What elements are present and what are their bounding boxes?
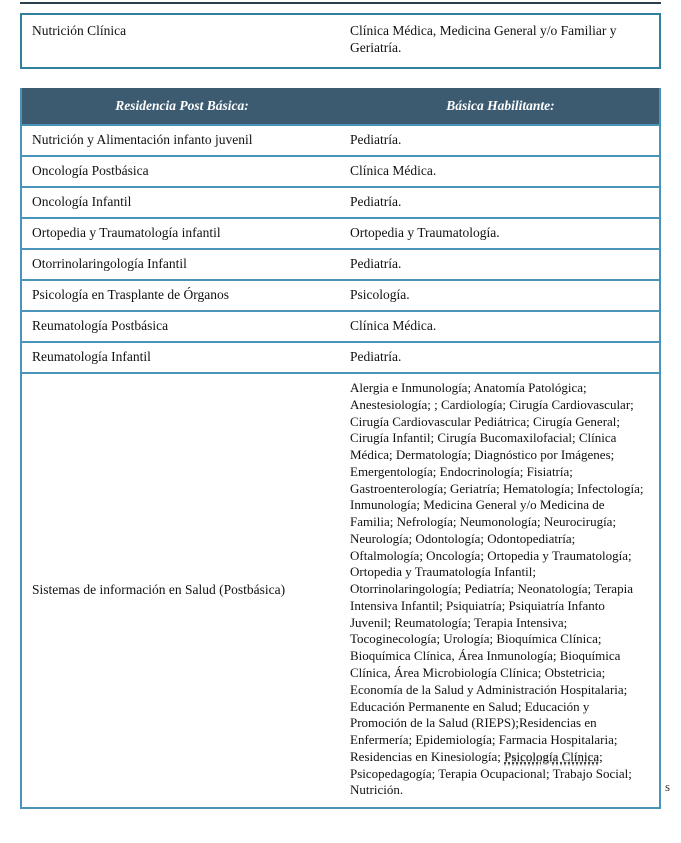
stray-glyph-artifact: s <box>665 779 671 794</box>
habilitante-cell: Pediatría. <box>350 194 402 210</box>
habilitante-cell: Pediatría. <box>350 256 402 272</box>
habilitante-cell: Psicología. <box>350 287 410 303</box>
residencia-cell: Oncología Postbásica <box>32 163 149 179</box>
table-row <box>22 279 659 310</box>
specialties-list-part1: Alergia e Inmunología; Anatomía Patológica; Anestesiología; ; Cardiología; Cirugía Cardiovascular; Cirugía Cardiovascular Pediátrica; Cirugía General; Cirugía Infantil; Cirugía Bucomaxilofacial; Clínica Médica; Dermatología; Diagnóstico por Imágenes; Emergentología; Endocrinología; Fisiatría; Gastroenterología; Geriatría; Hematología; Infectología; Inmunología; Medicina General y/o Medicina de Familia; Nefrología; Neumonología; Neurocirugía; Neurología; Odontología; Odontopediatría; Oftalmología; Oncología; Ortopedia y Traumatología; Ortopedia y Traumatología Infantil; Otorrinolaringología; Pediatría; Neonatología; Terapia Intensiva Infantil; Psiquiatría; Psiquiatría Infanto Juvenil; Reumatología; Terapia Intensiva; Tocoginecología; Urología; Bioquímica Clínica; Bioquímica Clínica, Área Inmunología; Bioquímica Clínica, Área Microbiología Clínica; Obstetricia; Economía de la Salud y Administración Hospitalaria; Educación Permanente en Salud; Educación y Promoción de la Salud (RIEPS);Residencias en Enfermería; Epidemiología; Farmacia Hospitalaria; Residencias en Kinesiología; <box>350 380 644 764</box>
table-row <box>22 15 659 67</box>
residencia-cell: Nutrición y Alimentación infanto juvenil <box>32 132 253 148</box>
specialties-list-part2: ; Psicopedagogía; Terapia Ocupacional; Trabajo Social; Nutrición. <box>350 748 632 798</box>
table-row <box>22 341 659 372</box>
header-residencia-post-basica: Residencia Post Básica: <box>115 98 249 113</box>
table-row <box>22 124 659 155</box>
header-basica-habilitante: Básica Habilitante: <box>446 98 555 113</box>
table-fragment-continuation <box>20 13 661 69</box>
habilitante-cell-long-list <box>342 374 659 807</box>
table-row <box>22 310 659 341</box>
table-row <box>22 155 659 186</box>
habilitante-cell: Clínica Médica. <box>350 163 437 179</box>
habilitante-cell: Ortopedia y Traumatología. <box>350 225 500 241</box>
residencia-cell: Psicología en Trasplante de Órganos <box>32 287 229 303</box>
habilitante-cell: Pediatría. <box>350 132 402 148</box>
habilitante-cell: Clínica Médica. <box>350 318 437 334</box>
habilitante-cell: Clínica Médica, Medicina General y/o Familiar y Geriatría. <box>350 23 617 55</box>
page-break-rule <box>20 2 661 4</box>
table-row <box>22 217 659 248</box>
table-header-row <box>22 88 659 124</box>
table-row-sistemas-informacion <box>22 372 659 807</box>
residencia-cell: Sistemas de información en Salud (Postbásica) <box>32 582 286 598</box>
residencia-cell: Otorrinolaringología Infantil <box>32 256 187 272</box>
overlapped-text-artifact: Psicología Clínica <box>504 748 600 764</box>
table-row <box>22 186 659 217</box>
residencia-cell: Nutrición Clínica <box>32 23 127 38</box>
habilitante-cell: Pediatría. <box>350 349 402 365</box>
residencia-cell: Reumatología Infantil <box>32 349 151 365</box>
residencia-cell: Ortopedia y Traumatología infantil <box>32 225 221 241</box>
residencias-table <box>20 88 661 809</box>
table-row <box>22 248 659 279</box>
residencia-cell: Reumatología Postbásica <box>32 318 169 334</box>
residencia-cell: Oncología Infantil <box>32 194 132 210</box>
